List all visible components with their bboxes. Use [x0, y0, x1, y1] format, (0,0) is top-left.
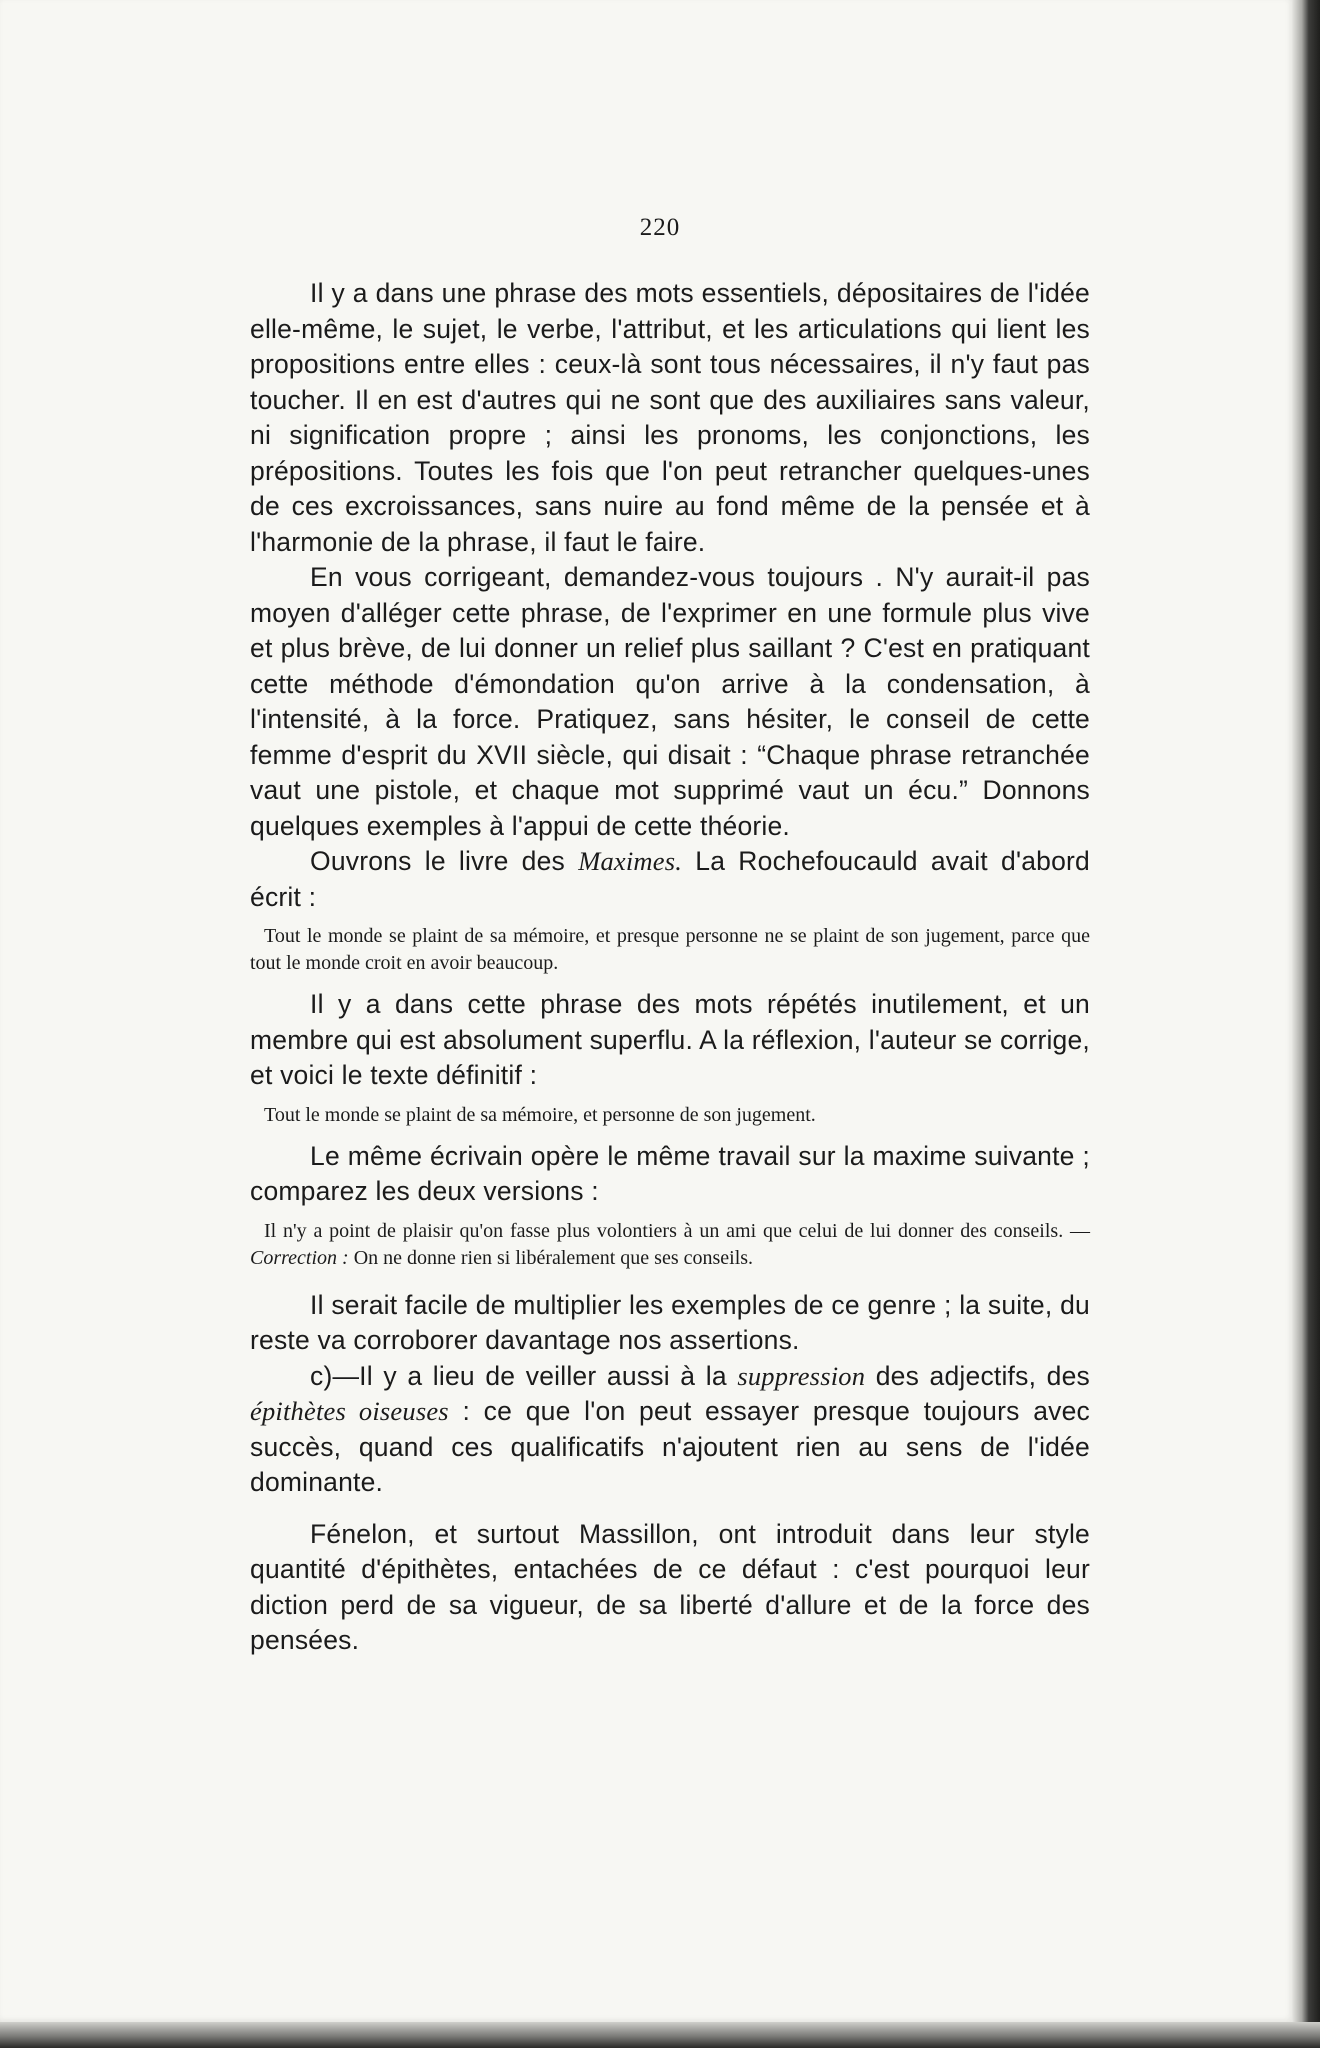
- paragraph-3: [250, 844, 1090, 915]
- page-body: [250, 276, 1090, 1659]
- quote-3-original: Il n'y a point de plaisir qu'on fasse plus volontiers à un ami que celui de lui donner des conseils. —: [264, 1219, 1090, 1242]
- maximes-title: Maximes.: [578, 846, 683, 876]
- scan-edge-bottom: [0, 2022, 1320, 2048]
- quote-3: [250, 1218, 1090, 1272]
- paragraph-4: Il y a dans cette phrase des mots répétés inutilement, et un membre qui est absolument superflu. A la réflexion, l'auteur se corrige, et voici le texte définitif :: [250, 989, 1090, 1090]
- paragraph-7: [250, 1359, 1090, 1501]
- quote-1: Tout le monde se plaint de sa mémoire, et presque personne ne se plaint de son jugement, parce que tout le monde croit en avoir beaucoup.: [250, 925, 1090, 974]
- epithetes-term: épithètes oiseuses: [250, 1396, 449, 1426]
- quote-3-correction: On ne donne rien si libéralement que ses conseils.: [348, 1246, 754, 1269]
- paragraph-7-part-c: : ce que l'on peut essayer presque toujours avec succès, quand ces qualificatifs n'ajoutent rien au sens de l'idée dominante.: [250, 1396, 1090, 1497]
- paragraph-7-part-a: c)—Il y a lieu de veiller aussi à la: [310, 1360, 738, 1391]
- page-number: 220: [639, 214, 681, 241]
- paragraph-2: En vous corrigeant, demandez-vous toujours . N'y aurait-il pas moyen d'alléger cette phrase, de l'exprimer en une formule plus vive et plus brève, de lui donner un relief plus saillant ? C'est en pratiquant cette méthode d'émondation qu'on arrive à la condensation, à l'intensité, à la force. Pratiquez, sans hésiter, le conseil de cette femme d'esprit du XVII siècle, qui disait : “Chaque phrase retranchée vaut une pistole, et chaque mot supprimé vaut un écu.” Donnons quelques exemples à l'appui de cette théorie.: [250, 562, 1090, 841]
- paragraph-5: Le même écrivain opère le même travail sur la maxime suivante ; comparez les deux versions :: [250, 1140, 1090, 1206]
- paragraph-3-end: La Rochefoucauld avait d'abord écrit :: [250, 846, 1090, 912]
- scan-edge-right: [1292, 0, 1320, 2048]
- paragraph-8: Fénelon, et surtout Massillon, ont introduit dans leur style quantité d'épithètes, entachées de ce défaut : c'est pourquoi leur diction perd de sa vigueur, de sa liberté d'allure et de la force des pensées.: [250, 1518, 1090, 1655]
- quote-2: Tout le monde se plaint de sa mémoire, et personne de son jugement.: [264, 1103, 816, 1126]
- paragraph-6: Il serait facile de multiplier les exemples de ce genre ; la suite, du reste va corroborer davantage nos assertions.: [250, 1289, 1090, 1355]
- correction-label: Correction :: [250, 1246, 349, 1269]
- paragraph-1: Il y a dans une phrase des mots essentiels, dépositaires de l'idée elle-même, le sujet, le verbe, l'attribut, et les articulations qui lient les propositions entre elles : ceux-là sont tous nécessaires, il n'y faut pas toucher. Il en est d'autres qui ne sont que des auxiliaires sans valeur, ni signification propre ; ainsi les pronoms, les conjonctions, les prépositions. Toutes les fois que l'on peut retrancher quelques-unes de ces excroissances, sans nuire au fond même de la pensée et à l'harmonie de la phrase, il faut le faire.: [250, 278, 1090, 557]
- suppression-term: suppression: [737, 1360, 866, 1391]
- paragraph-3-start: Ouvrons le livre des: [310, 846, 579, 876]
- paragraph-7-part-b: des adjectifs, des: [865, 1360, 1090, 1391]
